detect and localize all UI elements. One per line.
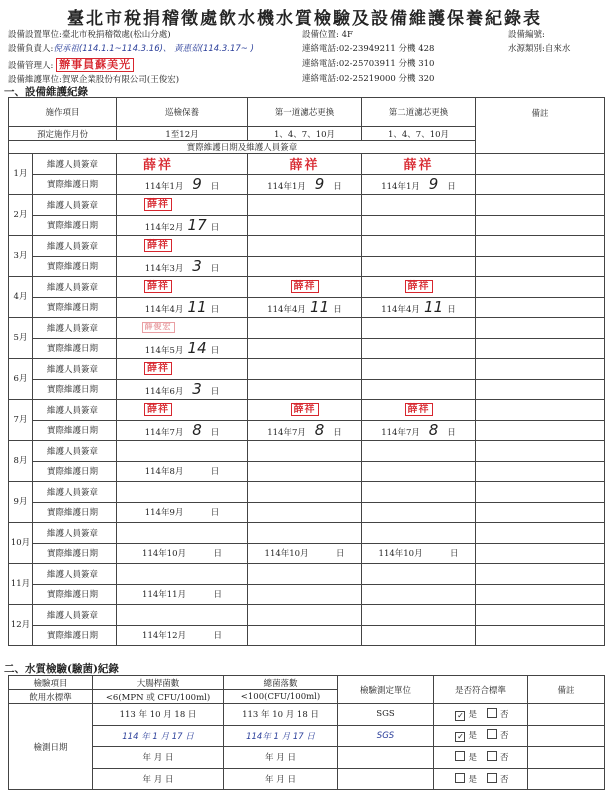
maintenance-stamp: 薛祥 — [405, 403, 433, 416]
maintenance-stamp-cell — [362, 277, 476, 298]
maintenance-date-prefix: 114年9月 — [144, 508, 184, 519]
maintenance-stamp-cell — [248, 523, 362, 544]
pass-no-checkbox[interactable] — [487, 708, 497, 718]
maintenance-date-cell — [362, 174, 476, 195]
pass-yes-checkbox[interactable] — [455, 751, 465, 761]
month-date-row — [9, 174, 605, 195]
maintenance-stamp-cell — [117, 400, 248, 421]
month-signature-row — [9, 277, 605, 298]
form-title: 臺北市稅捐稽徵處飲水機水質檢驗及設備維護保養紀錄表 — [67, 9, 542, 29]
maintenance-date-cell — [248, 174, 362, 195]
actual-maintenance-subheader: 實際維護日期及維護人員簽章 — [9, 141, 476, 154]
maintenance-day: 9 — [314, 175, 325, 194]
water-quality-table — [8, 675, 605, 790]
month-label: 5月 — [9, 318, 33, 359]
maintenance-date-cell — [362, 297, 476, 318]
maintenance-stamp: 薛俊宏 — [142, 322, 175, 333]
remarks-cell — [476, 256, 605, 277]
schedule-filter-1: 1、4、7、10月 — [248, 127, 362, 141]
maintenance-date-cell — [117, 584, 248, 605]
maintenance-date-prefix: 114年12月 — [142, 631, 187, 642]
maintenance-date-prefix: 114年2月 — [144, 223, 184, 234]
day-unit: 日 — [447, 305, 456, 316]
testing-lab: SGS — [338, 704, 434, 726]
month-label: 6月 — [9, 359, 33, 400]
day-unit: 日 — [210, 223, 220, 234]
month-date-row — [9, 215, 605, 236]
phone-2: 連絡電話:02-25703911 分機 310 — [302, 59, 435, 69]
day-unit: 日 — [210, 508, 220, 519]
month-label: 4月 — [9, 277, 33, 318]
month-label: 9月 — [9, 482, 33, 523]
day-unit: 日 — [213, 590, 222, 601]
maintenance-date-prefix: 114年7月 — [144, 428, 184, 439]
maintenance-day: 17 — [187, 216, 207, 235]
day-unit: 日 — [333, 305, 342, 316]
maintenance-date-cell — [362, 584, 476, 605]
section-water-quality-title: 二、水質檢驗(驗菌)紀錄 — [4, 663, 119, 675]
maintenance-date-cell — [117, 461, 248, 482]
pass-yes-checkbox[interactable]: ✓ — [457, 710, 464, 720]
wq-header-note: 備註 — [528, 676, 605, 704]
maintenance-date-cell — [248, 256, 362, 277]
remarks-cell — [476, 359, 605, 380]
month-label: 12月 — [9, 605, 33, 646]
pass-no-checkbox[interactable] — [487, 773, 497, 783]
ecoli-test-date: 113 年 10 月 18 日 — [93, 704, 224, 726]
bacteria-test-date: 114年 1 月 17 日 — [224, 725, 338, 747]
unit-line: 設備設置單位:臺北市稅捐稽徵處(松山分處) — [8, 30, 171, 40]
day-unit: 日 — [447, 182, 456, 193]
maintenance-date-prefix: 114年1月 — [381, 182, 420, 193]
maintenance-stamp-cell — [248, 359, 362, 380]
maintenance-date-prefix: 114年4月 — [144, 305, 184, 316]
maintenance-stamp-cell — [362, 564, 476, 585]
maintenance-stamp-cell — [362, 400, 476, 421]
remarks-cell — [476, 543, 605, 564]
month-date-row — [9, 256, 605, 277]
maintenance-stamp-cell — [362, 154, 476, 175]
maintenance-stamp-cell — [362, 195, 476, 216]
maintenance-stamp-cell — [248, 195, 362, 216]
remarks-cell — [476, 215, 605, 236]
date-label: 實際維護日期 — [33, 420, 117, 441]
month-signature-row — [9, 441, 605, 462]
maintenance-stamp: 薛祥 — [144, 198, 172, 211]
month-date-row — [9, 461, 605, 482]
maintenance-date-cell — [248, 543, 362, 564]
date-label: 實際維護日期 — [33, 174, 117, 195]
maintenance-stamp-cell — [248, 154, 362, 175]
maintenance-stamp: 薛祥 — [144, 362, 172, 375]
maintenance-date-cell — [362, 215, 476, 236]
remarks-cell — [476, 420, 605, 441]
month-date-row — [9, 379, 605, 400]
water-test-row — [9, 725, 605, 747]
date-label: 實際維護日期 — [33, 543, 117, 564]
maintenance-stamp: 薛祥 — [291, 280, 319, 293]
month-signature-row — [9, 400, 605, 421]
water-note-cell — [528, 747, 605, 769]
remarks-cell — [476, 154, 605, 175]
maintenance-date-cell — [117, 174, 248, 195]
wq-header-lab: 檢驗測定單位 — [338, 676, 434, 704]
maint-unit-line: 設備維護單位:賀眾企業股份有限公司(王俊宏) — [8, 75, 180, 85]
maintenance-stamp-cell — [117, 154, 248, 175]
maintenance-stamp-cell — [248, 318, 362, 339]
header-item: 施作項目 — [9, 98, 117, 127]
section-maintenance-title: 一、設備維護紀錄 — [4, 86, 88, 98]
maintenance-date-prefix: 114年4月 — [267, 305, 306, 316]
month-date-row — [9, 543, 605, 564]
maintenance-date-cell — [117, 215, 248, 236]
remarks-cell — [476, 461, 605, 482]
signature-label: 維護人員簽章 — [33, 441, 117, 462]
month-signature-row — [9, 482, 605, 503]
remarks-cell — [476, 174, 605, 195]
maintenance-stamp: 薛祥 — [143, 158, 174, 174]
remarks-cell — [476, 625, 605, 646]
maintenance-date-prefix: 114年1月 — [144, 182, 184, 193]
day-unit: 日 — [333, 182, 342, 193]
maintenance-date-cell — [248, 297, 362, 318]
ecoli-test-date: 年 月 日 — [93, 747, 224, 769]
month-date-row — [9, 297, 605, 318]
maintenance-date-cell — [362, 256, 476, 277]
maintenance-stamp-cell — [248, 482, 362, 503]
header-remarks: 備註 — [476, 98, 605, 154]
maintenance-stamp-cell — [362, 318, 476, 339]
maintenance-date-prefix: 114年10月 — [142, 549, 187, 560]
maintenance-stamp-cell — [117, 195, 248, 216]
maintenance-day: 3 — [192, 257, 202, 276]
header-filter-1: 第一道濾芯更換 — [248, 98, 362, 127]
maintenance-stamp-cell — [362, 482, 476, 503]
maintenance-date-cell — [362, 543, 476, 564]
maintenance-date-prefix: 114年4月 — [381, 305, 420, 316]
maintenance-date-cell — [362, 625, 476, 646]
month-signature-row — [9, 318, 605, 339]
test-date-label: 檢測日期 — [9, 704, 93, 790]
month-label: 2月 — [9, 195, 33, 236]
maintenance-stamp-cell — [362, 236, 476, 257]
testing-lab — [338, 768, 434, 790]
month-date-row — [9, 502, 605, 523]
maintenance-date-cell — [117, 379, 248, 400]
signature-label: 維護人員簽章 — [33, 400, 117, 421]
maintenance-stamp-cell — [362, 523, 476, 544]
maintenance-date-cell — [248, 215, 362, 236]
remarks-cell — [476, 502, 605, 523]
remarks-cell — [476, 318, 605, 339]
bacteria-test-date: 年 月 日 — [224, 747, 338, 769]
bacteria-test-date: 113 年 10 月 18 日 — [224, 704, 338, 726]
signature-label: 維護人員簽章 — [33, 236, 117, 257]
remarks-cell — [476, 523, 605, 544]
maintenance-day: 11 — [187, 298, 207, 317]
maintenance-day: 8 — [192, 421, 202, 440]
maintenance-date-cell — [117, 543, 248, 564]
testing-lab — [338, 747, 434, 769]
maintenance-stamp: 薛祥 — [144, 403, 172, 416]
month-label: 8月 — [9, 441, 33, 482]
date-label: 實際維護日期 — [33, 461, 117, 482]
signature-label: 維護人員簽章 — [33, 564, 117, 585]
wq-standard-bacteria: <100(CFU/100ml) — [224, 690, 338, 704]
month-signature-row — [9, 605, 605, 626]
day-unit: 日 — [333, 428, 342, 439]
remarks-cell — [476, 195, 605, 216]
wq-header-bacteria: 總菌落數 — [224, 676, 338, 690]
maintenance-date-cell — [117, 256, 248, 277]
pass-checkboxes: 是 否 — [434, 768, 528, 790]
remarks-cell — [476, 236, 605, 257]
maintenance-stamp-cell — [117, 318, 248, 339]
maintenance-date-prefix: 114年10月 — [264, 549, 309, 560]
wq-header-item: 檢驗項目 — [9, 676, 93, 690]
pass-yes-checkbox[interactable]: ✓ — [457, 732, 464, 742]
testing-lab: SGS — [338, 725, 434, 747]
month-signature-row — [9, 359, 605, 380]
remarks-cell — [476, 277, 605, 298]
remarks-cell — [476, 605, 605, 626]
remarks-cell — [476, 379, 605, 400]
maintenance-date-cell — [362, 379, 476, 400]
pass-no-checkbox[interactable] — [487, 729, 497, 739]
maintenance-date-cell — [248, 338, 362, 359]
water-test-row — [9, 747, 605, 769]
schedule-inspection: 1至12月 — [117, 127, 248, 141]
admin-stamp: 辦事員蘇美光 — [56, 58, 134, 72]
maintenance-stamp: 薛祥 — [144, 239, 172, 252]
schedule-label: 預定施作月份 — [9, 127, 117, 141]
day-unit: 日 — [449, 549, 459, 560]
maintenance-date-cell — [362, 338, 476, 359]
month-signature-row — [9, 523, 605, 544]
pass-no-checkbox[interactable] — [487, 751, 497, 761]
day-unit: 日 — [210, 467, 220, 478]
maintenance-day: 3 — [192, 380, 202, 399]
maintenance-stamp-cell — [117, 277, 248, 298]
maintenance-date-cell — [362, 420, 476, 441]
wq-header-pass: 是否符合標準 — [434, 676, 528, 704]
maintenance-date-cell — [117, 338, 248, 359]
maintenance-date-cell — [117, 625, 248, 646]
maintenance-date-prefix: 114年5月 — [144, 346, 184, 357]
date-label: 實際維護日期 — [33, 502, 117, 523]
maintenance-stamp-cell — [117, 441, 248, 462]
maintenance-stamp-cell — [117, 605, 248, 626]
water-note-cell — [528, 768, 605, 790]
pass-yes-checkbox[interactable] — [455, 773, 465, 783]
month-date-row — [9, 338, 605, 359]
maintenance-date-cell — [117, 297, 248, 318]
maintenance-date-prefix: 114年6月 — [144, 387, 184, 398]
pass-checkboxes: ✓ 是 否 — [434, 725, 528, 747]
maintenance-stamp-cell — [117, 564, 248, 585]
water-test-row — [9, 768, 605, 790]
signature-label: 維護人員簽章 — [33, 154, 117, 175]
day-unit: 日 — [210, 264, 220, 275]
maintenance-stamp-cell — [117, 359, 248, 380]
month-signature-row — [9, 154, 605, 175]
maintenance-date-prefix: 114年3月 — [144, 264, 184, 275]
remarks-cell — [476, 584, 605, 605]
bacteria-test-date: 年 月 日 — [224, 768, 338, 790]
water-note-cell — [528, 725, 605, 747]
header-filter-2: 第二道濾芯更換 — [362, 98, 476, 127]
signature-label: 維護人員簽章 — [33, 277, 117, 298]
maintenance-stamp-cell — [117, 523, 248, 544]
signature-label: 維護人員簽章 — [33, 318, 117, 339]
maintenance-date-cell — [248, 379, 362, 400]
month-label: 7月 — [9, 400, 33, 441]
month-signature-row — [9, 564, 605, 585]
maintenance-date-prefix: 114年11月 — [142, 590, 187, 601]
maintenance-stamp-cell — [248, 400, 362, 421]
maintenance-date-prefix: 114年10月 — [378, 549, 423, 560]
manager-line: 設備負責人:倪承祖(114.1.1~114.3.16)、 黃惠茹(114.3.17~ ) — [8, 44, 254, 54]
maintenance-stamp-cell — [248, 605, 362, 626]
day-unit: 日 — [210, 346, 220, 357]
maintenance-day: 9 — [192, 175, 202, 194]
month-label: 3月 — [9, 236, 33, 277]
maintenance-date-prefix: 114年7月 — [267, 428, 306, 439]
maintenance-date-prefix: 114年7月 — [381, 428, 420, 439]
signature-label: 維護人員簽章 — [33, 605, 117, 626]
signature-label: 維護人員簽章 — [33, 195, 117, 216]
month-date-row — [9, 625, 605, 646]
date-label: 實際維護日期 — [33, 338, 117, 359]
maintenance-stamp-cell — [248, 564, 362, 585]
maintenance-stamp-cell — [117, 236, 248, 257]
remarks-cell — [476, 564, 605, 585]
remarks-cell — [476, 338, 605, 359]
admin-line: 設備管理人: 辦事員蘇美光 — [8, 58, 134, 72]
day-unit: 日 — [213, 549, 222, 560]
month-date-row — [9, 420, 605, 441]
maintenance-stamp-cell — [362, 359, 476, 380]
pass-checkboxes: ✓ 是 否 — [434, 704, 528, 726]
maintenance-table — [8, 97, 605, 646]
maintenance-stamp-cell — [362, 605, 476, 626]
remarks-cell — [476, 441, 605, 462]
maintenance-stamp: 薛祥 — [405, 280, 433, 293]
maintenance-date-cell — [362, 461, 476, 482]
maintenance-date-cell — [248, 625, 362, 646]
remarks-cell — [476, 297, 605, 318]
maintenance-day: 9 — [428, 175, 439, 194]
day-unit: 日 — [210, 182, 220, 193]
water-test-row — [9, 704, 605, 726]
signature-label: 維護人員簽章 — [33, 482, 117, 503]
ecoli-test-date: 年 月 日 — [93, 768, 224, 790]
location: 設備位置: 4F — [302, 30, 353, 40]
header-inspection: 巡檢保養 — [117, 98, 248, 127]
remarks-cell — [476, 482, 605, 503]
water-note-cell — [528, 704, 605, 726]
wq-header-ecoli: 大腸桿菌數 — [93, 676, 224, 690]
maintenance-date-cell — [248, 420, 362, 441]
maintenance-day: 11 — [424, 298, 444, 317]
maintenance-date-cell — [117, 420, 248, 441]
device-number: 設備編號: — [508, 30, 545, 40]
maintenance-date-cell — [117, 502, 248, 523]
remarks-cell — [476, 400, 605, 421]
maintenance-date-cell — [362, 502, 476, 523]
date-label: 實際維護日期 — [33, 379, 117, 400]
signature-label: 維護人員簽章 — [33, 523, 117, 544]
month-label: 10月 — [9, 523, 33, 564]
date-label: 實際維護日期 — [33, 297, 117, 318]
day-unit: 日 — [447, 428, 456, 439]
date-label: 實際維護日期 — [33, 256, 117, 277]
maintenance-date-prefix: 114年1月 — [267, 182, 306, 193]
signature-label: 維護人員簽章 — [33, 359, 117, 380]
maintenance-day: 14 — [187, 339, 207, 358]
maintenance-day: 8 — [428, 421, 439, 440]
month-label: 11月 — [9, 564, 33, 605]
maintenance-stamp-cell — [248, 236, 362, 257]
date-label: 實際維護日期 — [33, 584, 117, 605]
phone-1: 連絡電話:02-23949211 分機 428 — [302, 44, 435, 54]
wq-standard-label: 飲用水標準 — [9, 690, 93, 704]
month-signature-row — [9, 236, 605, 257]
ecoli-test-date: 114 年 1 月 17 日 — [93, 725, 224, 747]
maintenance-day: 8 — [314, 421, 325, 440]
schedule-filter-2: 1、4、7、10月 — [362, 127, 476, 141]
day-unit: 日 — [335, 549, 345, 560]
maintenance-date-cell — [248, 461, 362, 482]
date-label: 實際維護日期 — [33, 625, 117, 646]
month-signature-row — [9, 195, 605, 216]
day-unit: 日 — [213, 631, 222, 642]
pass-checkboxes: 是 否 — [434, 747, 528, 769]
maintenance-date-cell — [248, 502, 362, 523]
month-date-row — [9, 584, 605, 605]
day-unit: 日 — [210, 305, 220, 316]
date-label: 實際維護日期 — [33, 215, 117, 236]
maintenance-stamp-cell — [362, 441, 476, 462]
maintenance-date-prefix: 114年8月 — [144, 467, 184, 478]
phone-3: 連絡電話:02-25219000 分機 320 — [302, 74, 435, 84]
maintenance-stamp-cell — [248, 441, 362, 462]
month-label: 1月 — [9, 154, 33, 195]
maintenance-stamp: 薛祥 — [289, 158, 320, 174]
wq-standard-ecoli: <6(MPN 或 CFU/100ml) — [93, 690, 224, 704]
water-source-type: 水源類別:自來水 — [508, 44, 571, 54]
maintenance-stamp-cell — [117, 482, 248, 503]
day-unit: 日 — [210, 387, 220, 398]
day-unit: 日 — [210, 428, 220, 439]
maintenance-day: 11 — [310, 298, 330, 317]
maintenance-date-cell — [248, 584, 362, 605]
maintenance-stamp: 薛祥 — [144, 280, 172, 293]
maintenance-stamp: 薛祥 — [291, 403, 319, 416]
maintenance-stamp-cell — [248, 277, 362, 298]
maintenance-stamp: 薛祥 — [403, 158, 434, 174]
